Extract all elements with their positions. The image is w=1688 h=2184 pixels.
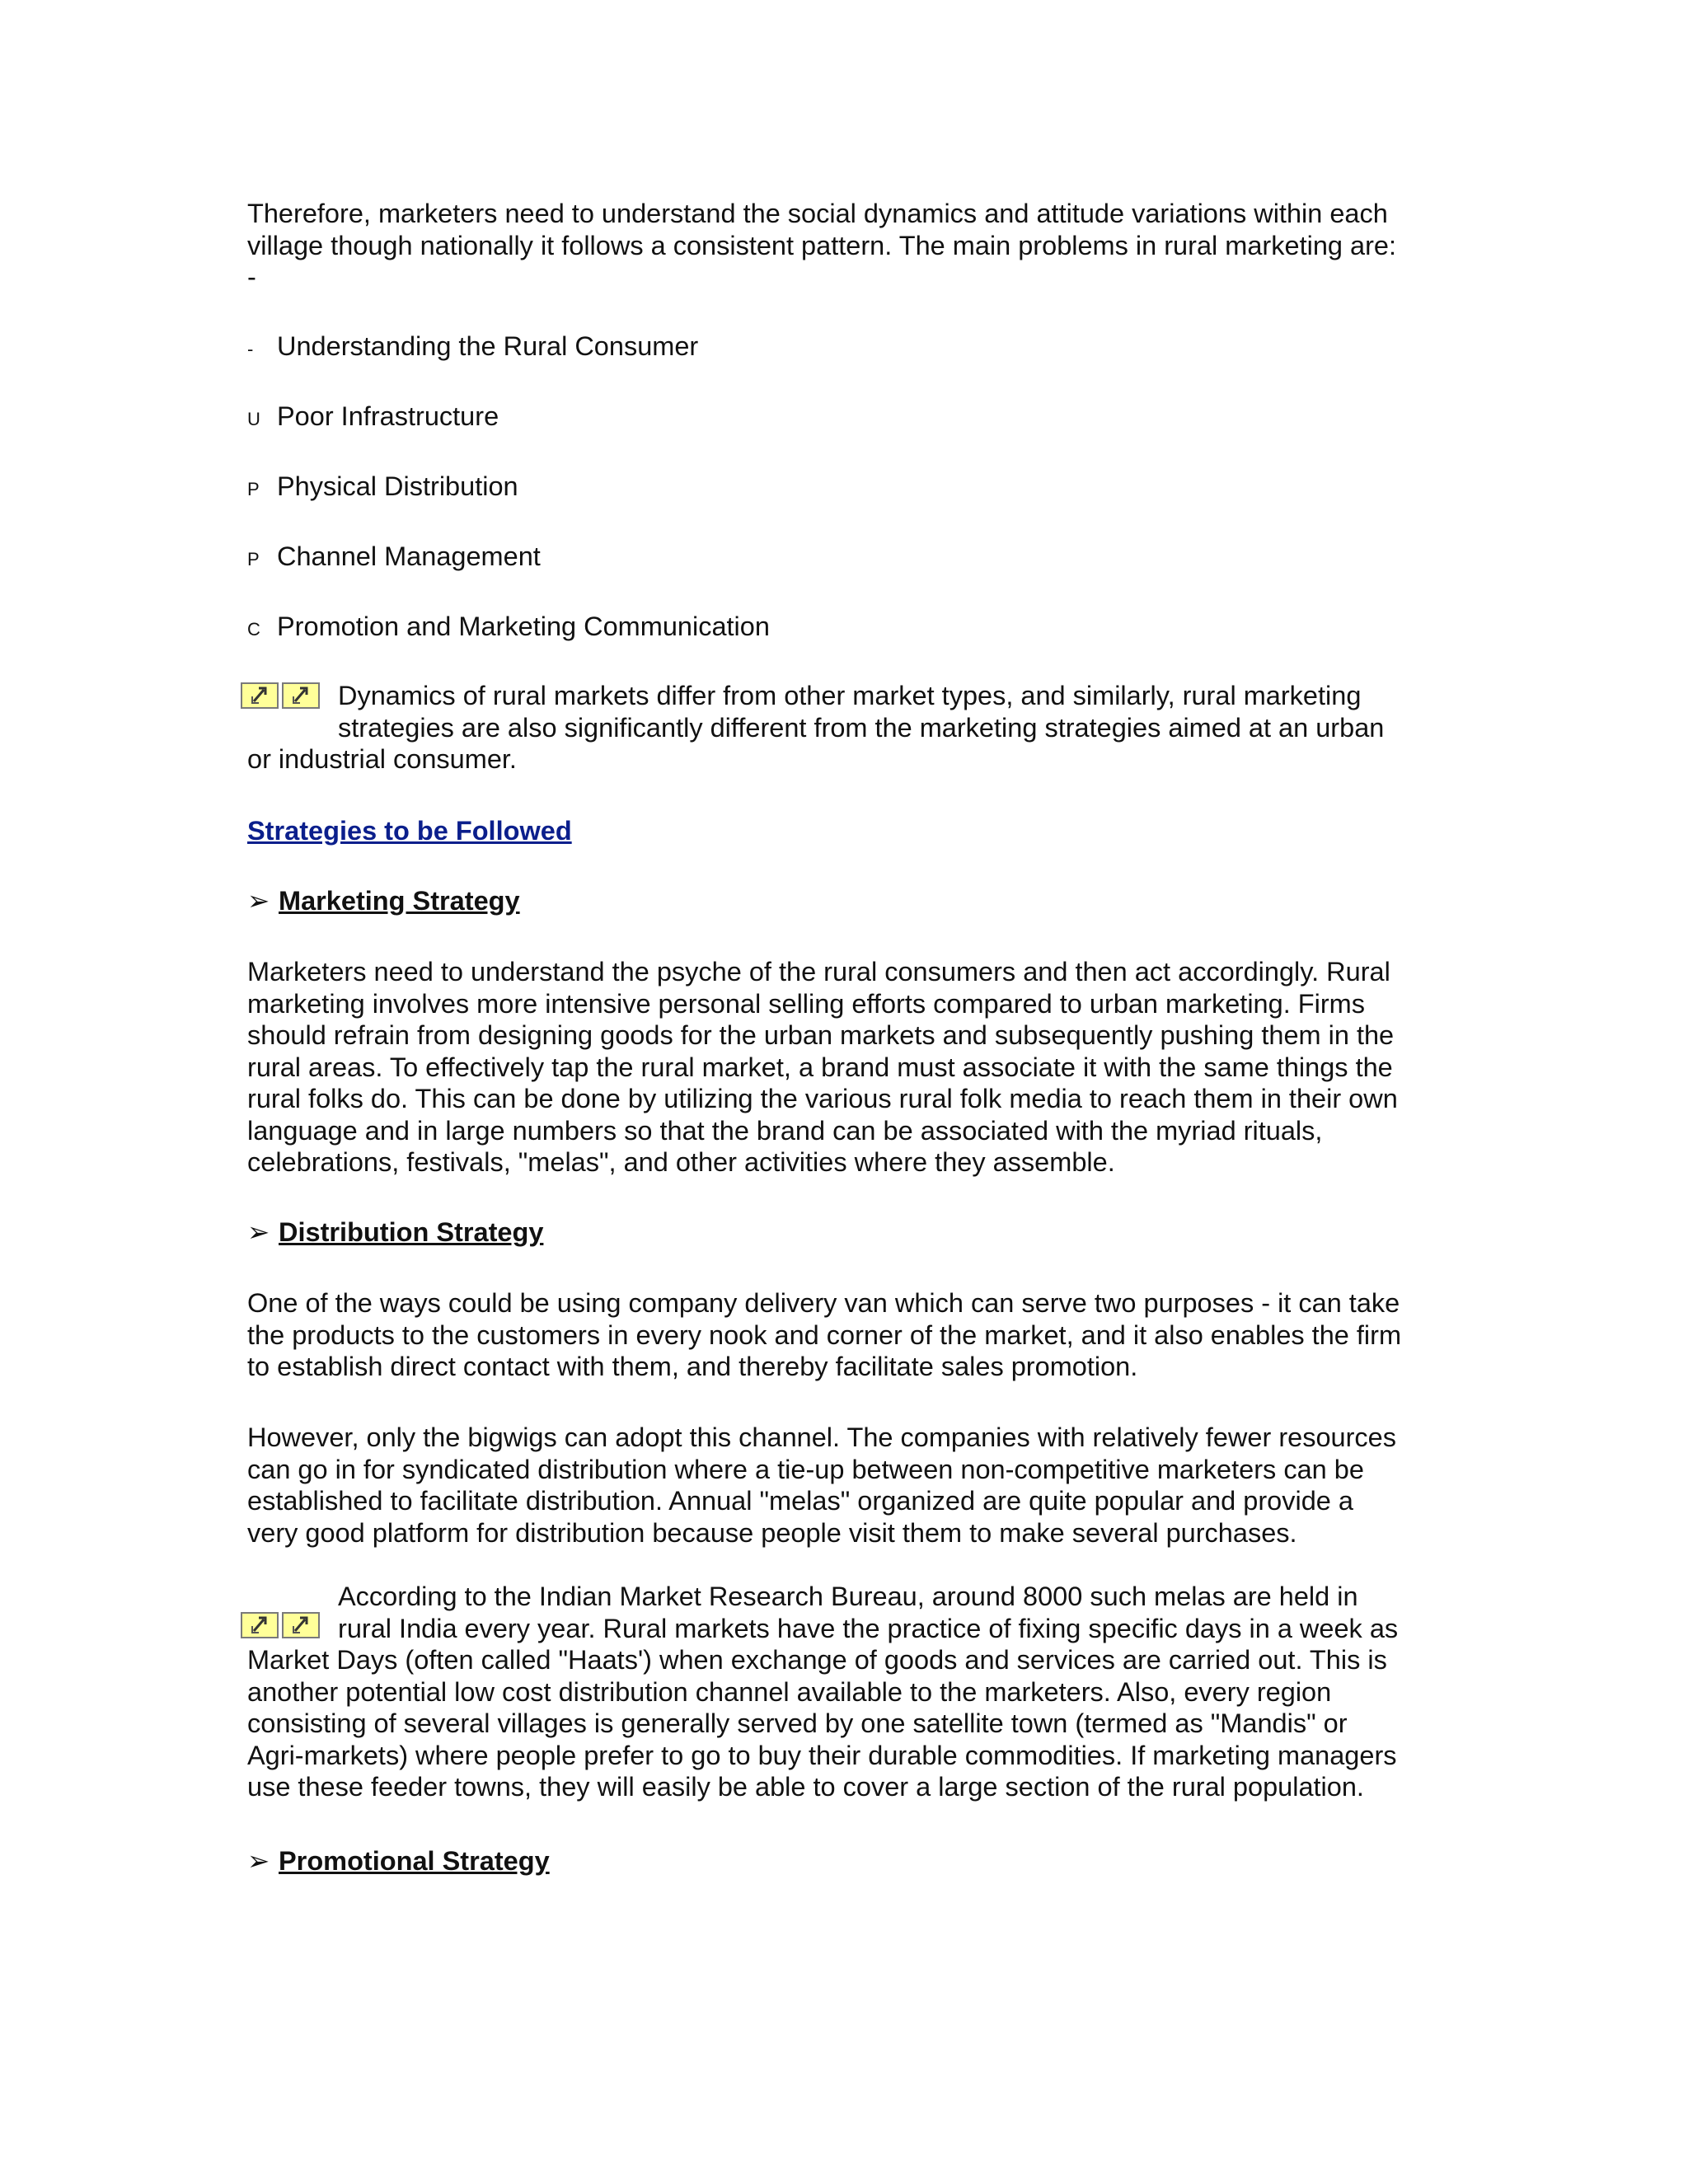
paragraph-line: rural areas. To effectively tap the rural market, a brand must associate it with the same things the bbox=[247, 1052, 1393, 1082]
paragraph-line: marketing involves more intensive personal selling efforts compared to urban marketing. Firms bbox=[247, 988, 1365, 1019]
paragraph-line: However, only the bigwigs can adopt this channel. The companies with relatively fewer resources bbox=[247, 1422, 1397, 1452]
distribution-paragraph-1 bbox=[247, 1287, 1451, 1383]
list-marker: P bbox=[247, 549, 260, 569]
arrow-bullet-icon: ➢ bbox=[247, 886, 270, 916]
paragraph-line: consisting of several villages is generally served by one satellite town (termed as "Mandis" or bbox=[247, 1708, 1348, 1738]
list-item-label: Poor Infrastructure bbox=[277, 401, 499, 431]
list-item-label: Understanding the Rural Consumer bbox=[277, 331, 699, 361]
paragraph-line: Agri-markets) where people prefer to go to buy their durable commodities. If marketing managers bbox=[247, 1740, 1397, 1770]
paragraph-line: rural folks do. This can be done by utilizing the various rural folk media to reach them in their own bbox=[247, 1084, 1398, 1113]
list-marker: C bbox=[247, 619, 260, 640]
list-item bbox=[247, 470, 518, 503]
intro-line: - bbox=[247, 262, 256, 292]
section-heading-text: Distribution Strategy bbox=[279, 1217, 544, 1247]
distribution-strategy-heading bbox=[247, 1216, 543, 1249]
paragraph-line: to establish direct contact with them, and thereby facilitate sales promotion. bbox=[247, 1352, 1138, 1381]
paragraph-line: language and in large numbers so that the brand can be associated with the myriad rituals, bbox=[247, 1115, 1323, 1146]
marketing-paragraph bbox=[247, 956, 1451, 1179]
list-item-label: Channel Management bbox=[277, 541, 541, 571]
list-item bbox=[247, 610, 770, 643]
section-heading-text: Promotional Strategy bbox=[279, 1846, 550, 1876]
list-item-label: Promotion and Marketing Communication bbox=[277, 612, 770, 641]
intro-line: Therefore, marketers need to understand the social dynamics and attitude variations within each bbox=[247, 199, 1388, 228]
paragraph-line: celebrations, festivals, "melas", and other activities where they assemble. bbox=[247, 1147, 1115, 1177]
list-item bbox=[247, 330, 698, 363]
paragraph-line: should refrain from designing goods for the urban markets and subsequently pushing them in the bbox=[247, 1020, 1395, 1050]
arrow-bullet-icon: ➢ bbox=[247, 1846, 270, 1876]
paragraph-line: can go in for syndicated distribution where a tie-up between non-competitive marketers can be bbox=[247, 1454, 1364, 1484]
list-item-label: Physical Distribution bbox=[277, 471, 518, 501]
paragraph-line: use these feeder towns, they will easily be able to cover a large section of the rural population. bbox=[247, 1772, 1364, 1802]
paragraph-line: Marketers need to understand the psyche of the rural consumers and then act accordingly. Rural bbox=[247, 957, 1390, 987]
paragraph-line: or industrial consumer. bbox=[247, 744, 517, 774]
list-marker: P bbox=[247, 479, 260, 499]
paragraph-line: very good platform for distribution because people visit them to make several purchases. bbox=[247, 1517, 1297, 1548]
paragraph-line: rural India every year. Rural markets have the practice of fixing specific days in a week as bbox=[338, 1613, 1399, 1643]
paragraph-line: One of the ways could be using company delivery van which can serve two purposes - it can take bbox=[247, 1288, 1400, 1318]
paragraph-line: the products to the customers in every nook and corner of the market, and it also enables the firm bbox=[247, 1319, 1402, 1350]
distribution-paragraph-3 bbox=[247, 1581, 1451, 1803]
marketing-strategy-heading bbox=[247, 884, 520, 917]
intro-paragraph bbox=[247, 198, 1451, 293]
paragraph-line: According to the Indian Market Research Bureau, around 8000 such melas are held in bbox=[338, 1582, 1358, 1611]
paragraph-line: strategies are also significantly different from the marketing strategies aimed at an urban bbox=[338, 712, 1385, 743]
paragraph-line: Dynamics of rural markets differ from other market types, and similarly, rural marketing bbox=[338, 681, 1362, 710]
paragraph-line: Market Days (often called "Haats') when exchange of goods and services are carried out. This is bbox=[247, 1645, 1387, 1675]
paragraph-line: another potential low cost distribution channel available to the marketers. Also, every region bbox=[247, 1676, 1332, 1707]
list-marker: U bbox=[247, 409, 260, 429]
arrow-bullet-icon: ➢ bbox=[247, 1217, 270, 1247]
intro-line: village though nationally it follows a consistent pattern. The main problems in rural marketing are: bbox=[247, 230, 1397, 260]
list-item bbox=[247, 400, 499, 433]
strategies-link[interactable]: Strategies to be Followed bbox=[247, 816, 572, 846]
list-item bbox=[247, 540, 541, 573]
list-marker: - bbox=[247, 339, 254, 359]
section-heading-text: Marketing Strategy bbox=[279, 886, 520, 916]
dynamics-paragraph bbox=[247, 680, 1451, 776]
promotional-strategy-heading bbox=[247, 1844, 550, 1877]
paragraph-line: established to facilitate distribution. Annual "melas" organized are quite popular and provide a bbox=[247, 1486, 1353, 1516]
distribution-paragraph-2 bbox=[247, 1422, 1451, 1549]
